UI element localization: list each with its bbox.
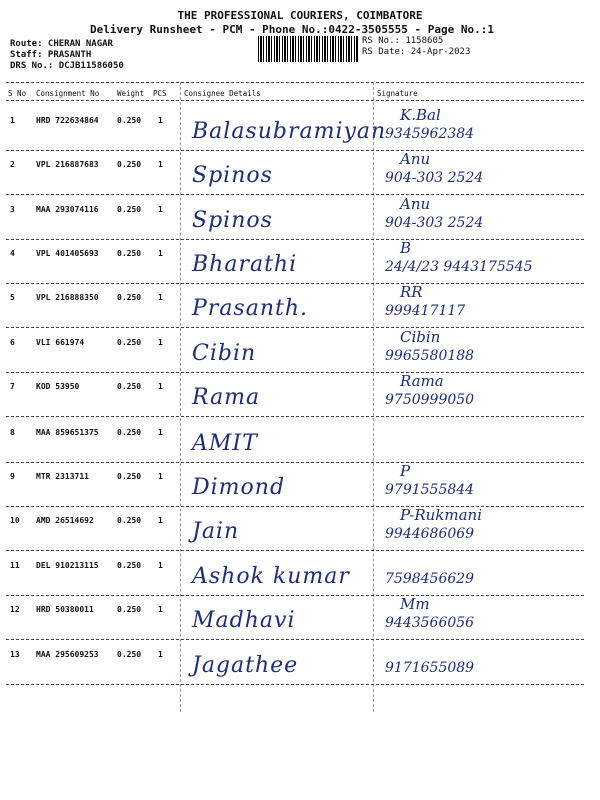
row-divider [6, 684, 584, 685]
row-sno: 9 [10, 472, 15, 481]
row-phone: 9791555844 [385, 482, 475, 498]
row-phone: 9944686069 [385, 526, 475, 542]
row-weight: 0.250 [117, 205, 142, 214]
row-signature: Anu [400, 150, 431, 168]
row-signature: RR [400, 283, 423, 301]
row-signature: Mm [400, 595, 430, 613]
row-divider [6, 639, 584, 640]
row-phone: 904-303 2524 [385, 215, 484, 231]
row-consignment: DEL 910213115 [36, 561, 99, 570]
route-label: Route: CHERAN NAGAR [10, 39, 113, 49]
rs-number: RS No.: 1158605 [362, 36, 444, 46]
row-consignment: VPL 216888350 [36, 293, 99, 302]
row-phone: 24/4/23 9443175545 [385, 259, 533, 275]
row-consignment: MAA 293074116 [36, 205, 99, 214]
row-consignee-name: Cibin [192, 341, 257, 366]
row-pcs: 1 [158, 338, 163, 347]
company-title: THE PROFESSIONAL COURIERS, COIMBATORE [177, 9, 423, 22]
row-weight: 0.250 [117, 338, 142, 347]
row-weight: 0.250 [117, 116, 142, 125]
row-consignee-name: Bharathi [192, 252, 298, 277]
row-divider [6, 327, 584, 328]
row-consignee-name: Rama [192, 385, 261, 410]
row-sno: 11 [10, 561, 20, 570]
drs-label: DRS No.: DCJB11586050 [10, 61, 124, 71]
row-weight: 0.250 [117, 160, 142, 169]
row-sno: 7 [10, 382, 15, 391]
row-weight: 0.250 [117, 516, 142, 525]
row-consignee-name: Madhavi [192, 608, 296, 633]
row-divider [6, 194, 584, 195]
row-divider [6, 372, 584, 373]
row-phone: 9965580188 [385, 348, 475, 364]
row-phone: 9750999050 [385, 392, 475, 408]
row-sno: 3 [10, 205, 15, 214]
row-divider [6, 416, 584, 417]
row-pcs: 1 [158, 516, 163, 525]
row-signature: P-Rukmani [400, 506, 483, 524]
row-signature: P [400, 462, 411, 480]
row-phone: 904-303 2524 [385, 170, 484, 186]
row-sno: 2 [10, 160, 15, 169]
row-pcs: 1 [158, 249, 163, 258]
row-consignment: VLI 661974 [36, 338, 85, 347]
row-signature: B [400, 239, 412, 257]
barcode [258, 36, 358, 62]
rs-date: RS Date: 24-Apr-2023 [362, 47, 471, 57]
row-sno: 6 [10, 338, 15, 347]
row-weight: 0.250 [117, 605, 142, 614]
row-consignment: KOD 53950 [36, 382, 80, 391]
row-signature: Anu [400, 195, 431, 213]
row-consignment: VPL 401405693 [36, 249, 99, 258]
row-consignment: AMD 26514692 [36, 516, 94, 525]
row-consignee-name: AMIT [192, 431, 258, 456]
row-signature: Cibin [400, 328, 441, 346]
row-weight: 0.250 [117, 561, 142, 570]
row-signature: K.Bal [400, 106, 441, 124]
row-consignment: HRD 50380011 [36, 605, 94, 614]
row-consignee-name: Balasubramiyan [192, 119, 387, 144]
row-consignee-name: Jain [192, 519, 240, 544]
row-consignee-name: Prasanth. [192, 296, 309, 321]
row-weight: 0.250 [117, 428, 142, 437]
row-phone: 9171655089 [385, 660, 475, 676]
row-sno: 5 [10, 293, 15, 302]
row-pcs: 1 [158, 428, 163, 437]
col-weight: Weight [117, 89, 145, 98]
row-weight: 0.250 [117, 249, 142, 258]
row-divider [6, 239, 584, 240]
row-phone: 999417117 [385, 303, 466, 319]
row-sno: 12 [10, 605, 20, 614]
row-pcs: 1 [158, 293, 163, 302]
row-divider [6, 506, 584, 507]
row-sno: 13 [10, 650, 20, 659]
row-sno: 1 [10, 116, 15, 125]
signature-divider [373, 82, 374, 712]
row-divider [6, 462, 584, 463]
row-pcs: 1 [158, 205, 163, 214]
row-pcs: 1 [158, 650, 163, 659]
header-bottom-rule [6, 100, 584, 101]
row-consignee-name: Jagathee [192, 653, 299, 678]
row-weight: 0.250 [117, 293, 142, 302]
row-pcs: 1 [158, 472, 163, 481]
row-consignment: HRD 722634864 [36, 116, 99, 125]
row-sno: 8 [10, 428, 15, 437]
row-consignee-name: Dimond [192, 475, 286, 500]
row-pcs: 1 [158, 160, 163, 169]
row-consignee-name: Spinos [192, 163, 273, 188]
row-consignment: MTR 2313711 [36, 472, 89, 481]
row-phone: 7598456629 [385, 571, 475, 587]
row-divider [6, 550, 584, 551]
col-sno: S No [8, 89, 27, 98]
row-weight: 0.250 [117, 382, 142, 391]
row-consignee-name: Ashok kumar [192, 564, 350, 589]
header-top-rule [6, 82, 584, 83]
row-divider [6, 595, 584, 596]
row-weight: 0.250 [117, 472, 142, 481]
row-pcs: 1 [158, 605, 163, 614]
col-consignment: Consignment No [36, 89, 100, 98]
col-signature: Signature [377, 89, 418, 98]
row-phone: 9443566056 [385, 615, 475, 631]
row-phone: 9345962384 [385, 126, 475, 142]
row-consignment: MAA 295609253 [36, 650, 99, 659]
row-pcs: 1 [158, 382, 163, 391]
row-consignment: MAA 859651375 [36, 428, 99, 437]
row-pcs: 1 [158, 561, 163, 570]
staff-label: Staff: PRASANTH [10, 50, 92, 60]
row-consignment: VPL 216887683 [36, 160, 99, 169]
row-sno: 10 [10, 516, 20, 525]
runsheet-subtitle: Delivery Runsheet - PCM - Phone No.:0422-3505555 - Page No.:1 [90, 23, 494, 36]
row-divider [6, 283, 584, 284]
row-pcs: 1 [158, 116, 163, 125]
row-consignee-name: Spinos [192, 208, 273, 233]
row-weight: 0.250 [117, 650, 142, 659]
col-consignee: Consignee Details [184, 89, 261, 98]
row-sno: 4 [10, 249, 15, 258]
consignee-divider [180, 82, 181, 712]
row-divider [6, 150, 584, 151]
col-pcs: PCS [153, 89, 167, 98]
row-signature: Rama [400, 372, 444, 390]
